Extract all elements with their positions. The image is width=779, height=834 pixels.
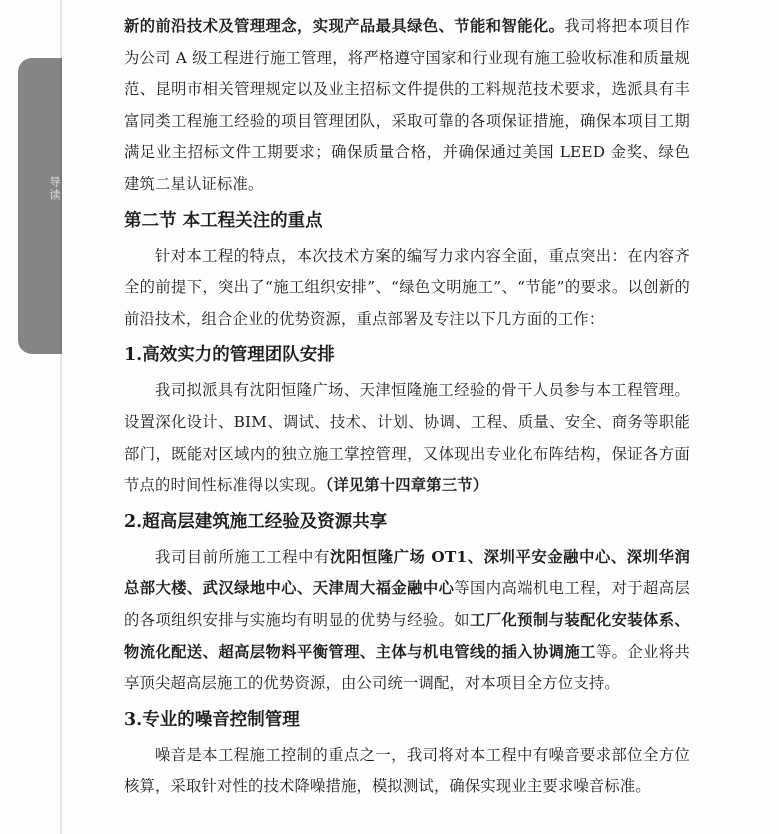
item2-bold-projects: 沈阳恒隆广场 OT1、深圳平安金融中心、深圳华润总部大楼、武汉绿地中心、天津周大福金融中心 (124, 547, 691, 598)
item2-text-2: 等国内高端机电工程，对于超高层的各项组织安排与实施均有明显的优势与经验。如 (124, 579, 690, 629)
intro-bold-text: 新的前沿技术及管理理念，实现产品最具绿色、节能和智能化。 (124, 17, 565, 35)
section-heading: 第二节 本工程关注的重点 (124, 210, 323, 231)
intro-paragraph (124, 11, 690, 201)
item2-paragraph (124, 542, 690, 700)
item3-paragraph: 噪音是本工程施工控制的重点之一，我司将对本工程中有噪音要求部位全方位核算，采取针对性的技术降噪措施，模拟测试，确保实现业主要求噪音标准。 (124, 745, 690, 796)
item3-heading: 3.专业的噪音控制管理 (124, 709, 300, 730)
item1-heading: 1.高效实力的管理团队安排 (124, 345, 335, 366)
item2-heading: 2.超高层建筑施工经验及资源共享 (124, 511, 388, 532)
item1-reference: （详见第十四章第三节） (325, 476, 489, 495)
section-paragraph: 针对本工程的特点，本次技术方案的编写力求内容全面，重点突出：在内容齐全的前提下，突出了“施工组织安排”、“绿色文明施工”、“节能”的要求。以创新的前沿技术，组合企业的优势资源，重点部署及专注以下几方面的工作： (124, 246, 690, 328)
item1-paragraph (124, 375, 690, 501)
item2-text-1: 我司目前所施工工程中有 (155, 547, 330, 566)
sidebar-tab[interactable] (18, 58, 62, 354)
item2-bold-methods: 工厂化预制与装配化安装体系、物流化配送、超高层物料平衡管理、主体与机电管线的插入协调施工 (124, 610, 690, 661)
item1-text: 我司拟派具有沈阳恒隆广场、天津恒隆施工经验的骨干人员参与本工程管理。设置深化设计、BIM、调试、技术、计划、协调、工程、质量、安全、商务等职能部门，既能对区域内的独立施工掌控管理，又体现出专业化布阵结构，保证各方面节点的时间性标准得以实现。 (124, 381, 690, 495)
intro-text: 我司将把本项目作为公司 A 级工程进行施工管理，将严格遵守国家和行业现有施工验收标准和质量规范、昆明市相关管理规定以及业主招标文件提供的工料规范技术要求，选派具有丰富同类工程施工经验的项目管理团队，采取可靠的各项保证措施，确保本项目工期满足业主招标文件工期要求；确保质量合格，并确保通过美国 LEED 金奖、绿色建筑二星认证标准。 (124, 17, 690, 193)
sidebar-tab-label: 导读 (48, 176, 61, 202)
document-body (124, 11, 690, 803)
item2-text-3: 等。企业将共享顶尖超高层施工的优势资源，由公司统一调配，对本项目全方位支持。 (124, 642, 690, 693)
